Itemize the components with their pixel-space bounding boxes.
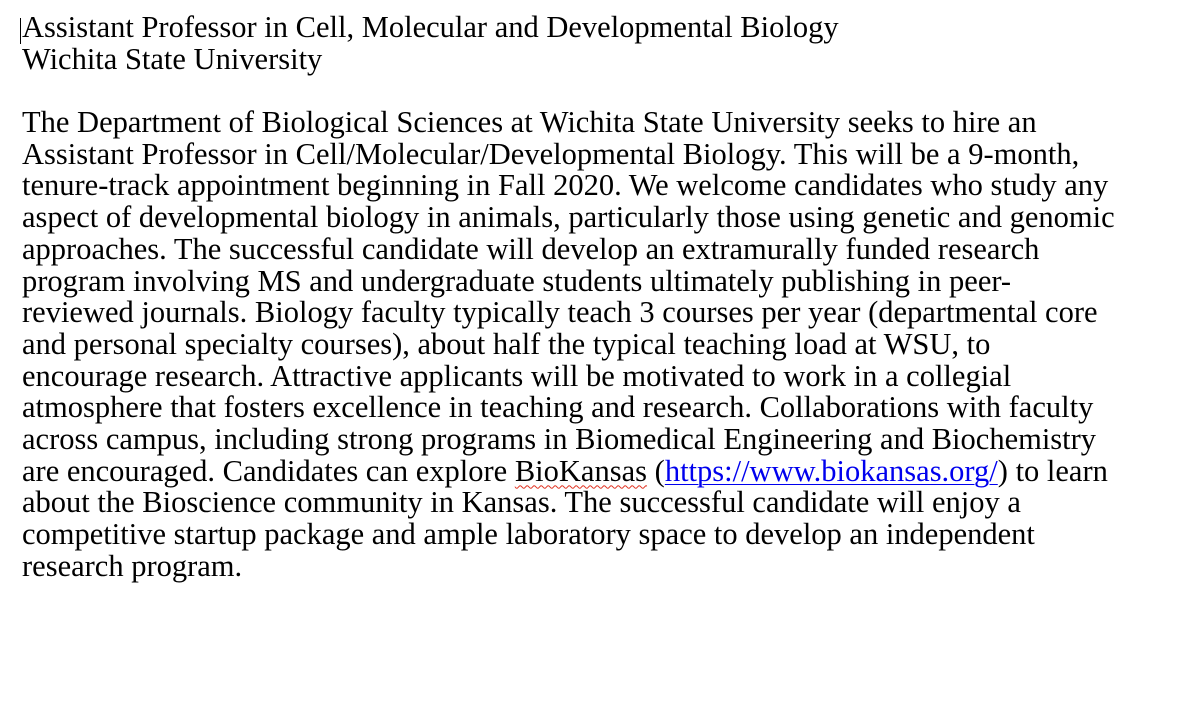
paragraph-line: tenure-track appointment beginning in Fall 2020. We welcome candidates who study any bbox=[22, 168, 1109, 203]
paragraph-line: and personal specialty courses), about half the typical teaching load at WSU, to bbox=[22, 326, 991, 361]
paragraph-line: The Department of Biological Sciences at Wichita State University seeks to hire an bbox=[22, 105, 1037, 140]
paragraph-line: atmosphere that fosters excellence in teaching and research. Collaborations with faculty bbox=[22, 390, 1094, 425]
misspelled-word[interactable]: BioKansas bbox=[514, 453, 648, 488]
link-line-open-paren: ( bbox=[647, 453, 665, 488]
paragraph-line: research program. bbox=[22, 548, 243, 583]
paragraph-line-with-link bbox=[22, 453, 1192, 488]
document-body[interactable] bbox=[22, 12, 1192, 582]
link-line-after: ) to learn bbox=[997, 453, 1108, 488]
body-paragraph bbox=[22, 107, 1192, 582]
link-line-before: are encouraged. Candidates can explore bbox=[22, 453, 515, 488]
paragraph-line: encourage research. Attractive applicants will be motivated to work in a collegial bbox=[22, 358, 1012, 393]
paragraph-line: approaches. The successful candidate will develop an extramurally funded research bbox=[22, 231, 1040, 266]
blank-line bbox=[22, 75, 1192, 107]
paragraph-line: about the Bioscience community in Kansas. The successful candidate will enjoy a bbox=[22, 485, 1021, 520]
heading-institution: Wichita State University bbox=[22, 41, 323, 76]
heading-title: Assistant Professor in Cell, Molecular and Developmental Biology bbox=[22, 10, 839, 44]
text-cursor bbox=[20, 18, 21, 44]
paragraph-line: aspect of developmental biology in animals, particularly those using genetic and genomic bbox=[22, 200, 1115, 235]
paragraph-line: program involving MS and undergraduate students ultimately publishing in peer- bbox=[22, 263, 1012, 298]
paragraph-line: Assistant Professor in Cell/Molecular/Developmental Biology. This will be a 9-month, bbox=[22, 136, 1080, 171]
paragraph-line: across campus, including strong programs in Biomedical Engineering and Biochemistry bbox=[22, 421, 1097, 456]
biokansas-link[interactable]: https://www.biokansas.org/ bbox=[664, 453, 998, 488]
paragraph-line: reviewed journals. Biology faculty typically teach 3 courses per year (departmental core bbox=[22, 295, 1098, 330]
paragraph-line: competitive startup package and ample laboratory space to develop an independent bbox=[22, 517, 1035, 551]
